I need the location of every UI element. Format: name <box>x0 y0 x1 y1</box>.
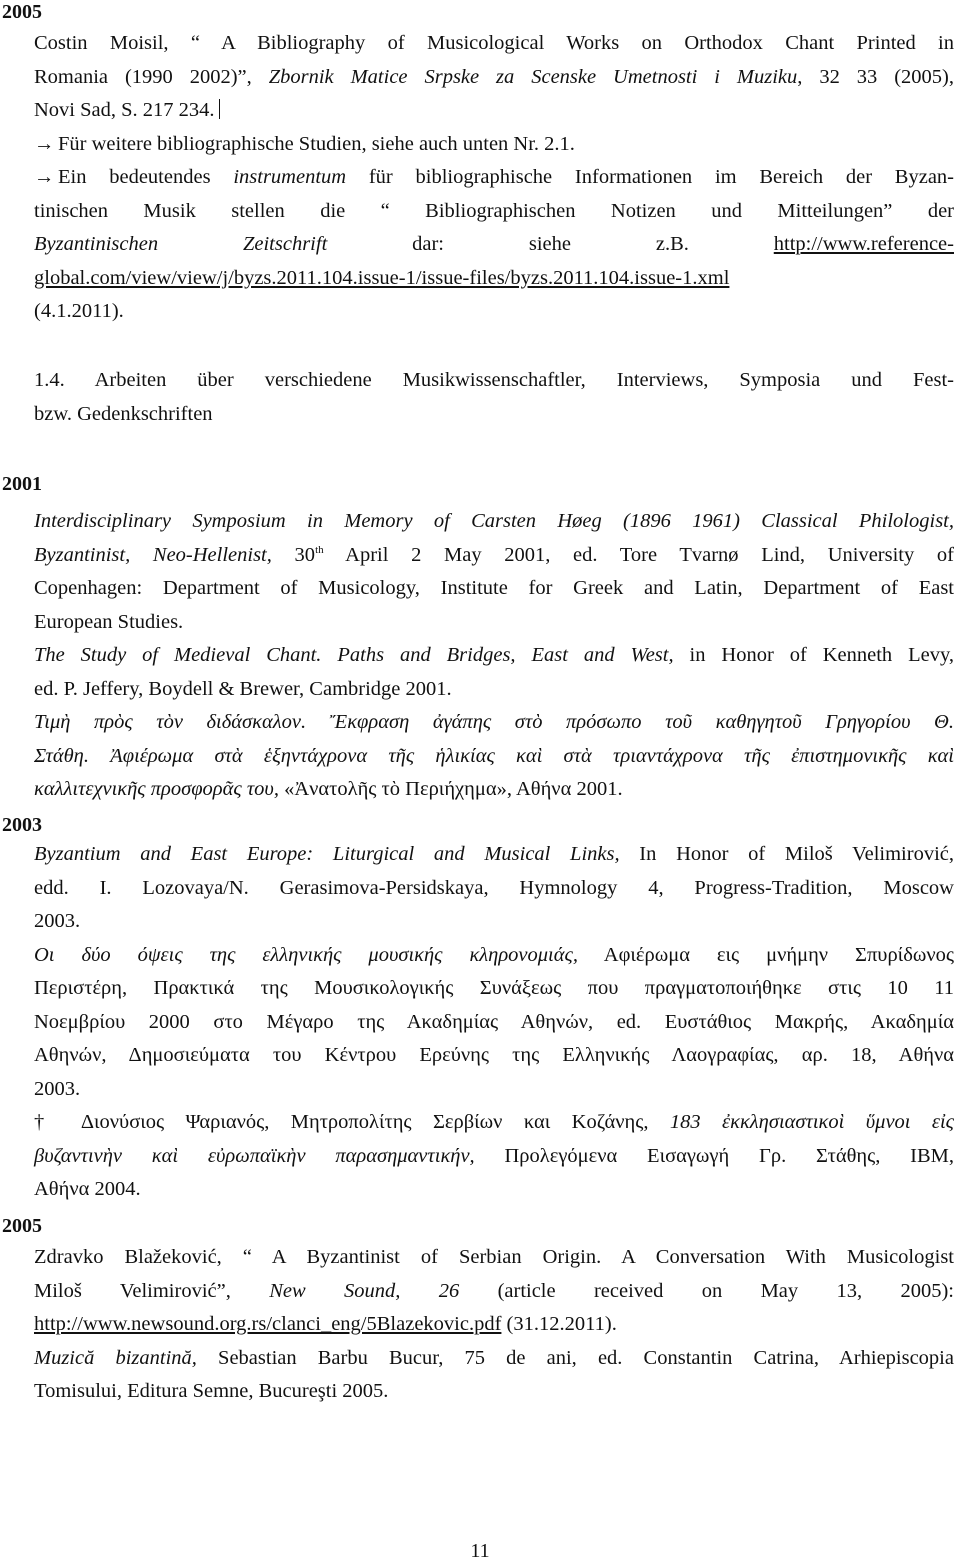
page-number: 11 <box>470 1540 490 1562</box>
year-heading: 2001 <box>2 473 42 495</box>
text: 30 <box>271 543 316 566</box>
text: in Honor of Kenneth Levy, <box>673 644 954 666</box>
entry-line <box>34 706 954 740</box>
text: Novi Sad, S. 217 234. <box>34 99 215 121</box>
reference-global-link[interactable]: http://www.reference- <box>773 233 954 255</box>
entry-line: edd. I. Lozovaya/N. Gerasimova-Persidskaya, Hymnology 4, Progress-Tradition, Moscow <box>34 876 954 899</box>
entry-line: Περιστέρη, Πρακτικά της Μουσικολογικής Συνάξεως που πραγματοποιήθηκε στις 10 11 <box>34 977 954 999</box>
reference-global-link-cont[interactable]: global.com/view/view/j/byzs.2011.104.issue-1/issue-files/byzs.2011.104.issue-1.xml <box>34 266 730 289</box>
title: καλλιτεχνικῆς προσφορᾶς του, <box>34 778 279 800</box>
title: Interdisciplinary Symposium in Memory of Carsten Høeg (1896 1961) Classical Philologist, <box>34 510 954 532</box>
title: Ἀφιέρωμα στὰ ἑξηντάχρονα τῆς ἡλικίας καὶ στὰ τριαντάχρονα τῆς ἐπιστημονικῆς καὶ <box>88 744 954 767</box>
entry-line: tinischen Musik stellen die “ Bibliographischen Notizen und Mitteilungen” der <box>34 199 954 222</box>
entry-line: Tomisului, Editura Semne, Bucureşti 2005. <box>34 1380 389 1402</box>
superscript: th <box>315 543 324 556</box>
text: Sebastian Barbu Bucur, 75 de ani, ed. Constantin Catrina, Arhiepiscopia <box>196 1346 954 1369</box>
title: 183 ἐκκλησιαστικοὶ ὕμνοι εἰς <box>648 1111 954 1133</box>
entry-line <box>34 773 954 807</box>
journal-title: Byzantinischen Zeitschrift <box>34 233 328 255</box>
text: dar: siehe z.B. <box>327 233 774 255</box>
title: Τιμὴ πρὸς τὸν διδάσκαλον. Ἔκφραση ἀγάπης στὸ πρόσωπο τοῦ καθηγητοῦ Γρηγορίου Θ. <box>34 711 954 733</box>
section-line: 1.4. Arbeiten über verschiedene Musikwissenschaftler, Interviews, Symposia und Fest- <box>34 369 954 391</box>
entry-line <box>34 505 954 539</box>
text: für bibliographische Informationen im Bereich der Byzan- <box>346 166 954 188</box>
entry-moisil <box>34 27 954 329</box>
title: Muzică bizantină, <box>34 1346 197 1369</box>
arrow-right-icon: → <box>34 132 55 155</box>
entry-velimirovic <box>34 838 954 1207</box>
entry-line <box>34 94 954 128</box>
year-heading: 2003 <box>2 814 42 836</box>
arrow-right-icon: → <box>34 166 55 188</box>
text: (article received on May 13, 2005): <box>459 1279 954 1302</box>
entry-line <box>34 1342 954 1376</box>
title: Byzantinist, Neo-Hellenist, <box>34 543 272 566</box>
entry-line: European Studies. <box>34 610 184 633</box>
entry-line: Costin Moisil, “ A Bibliography of Musicological Works on Orthodox Chant Printed in <box>34 32 954 54</box>
journal-title: Zbornik Matice Srpske za Scenske Umetnosti i Muziku <box>268 65 798 88</box>
title: Οι δύο όψεις της ελληνικής μουσικής κληρονομιάς, <box>34 943 578 966</box>
section-line: bzw. Gedenkschriften <box>34 402 213 425</box>
entry-line: ed. P. Jeffery, Boydell & Brewer, Cambridge 2001. <box>34 677 452 700</box>
title: Byzantium and East Europe: Liturgical and Musical Links, <box>34 843 620 865</box>
title: The Study of Medieval Chant. Paths and Bridges, East and West, <box>34 644 674 666</box>
text: Προλεγόμενα Εισαγωγή Γρ. Στάθης, ΙΒΜ, <box>474 1144 955 1167</box>
entry-line <box>34 740 954 774</box>
entry-line: (4.1.2011). <box>34 300 124 322</box>
entry-line <box>34 228 954 262</box>
entry-hoeg <box>34 505 954 807</box>
cross-reference <box>34 128 954 162</box>
year-heading: 2005 <box>2 1215 42 1237</box>
entry-line: Νοεμβρίου 2000 στο Μέγαρο της Ακαδημίας Αθηνών, ed. Ευστάθιος Μακρής, Ακαδημία <box>34 1010 954 1033</box>
entry-line: Αθηνών, Δημοσιεύματα του Κέντρου Ερεύνης της Ελληνικής Λαογραφίας, αρ. 18, Αθήνα <box>34 1044 954 1066</box>
text: Miloš Velimirović”, <box>34 1279 270 1302</box>
section-heading <box>34 364 954 431</box>
text-cursor <box>219 99 220 119</box>
text: † Διονύσιος Ψαριανός, Μητροπολίτης Σερβίων και Κοζάνης, <box>34 1111 649 1133</box>
entry-line <box>34 61 954 95</box>
entry-line <box>34 1275 954 1309</box>
entry-line: Copenhagen: Department of Musicology, Institute for Greek and Latin, Department of East <box>34 577 954 599</box>
entry-line: Zdravko Blažeković, “ A Byzantinist of Serbian Origin. A Conversation With Musicologist <box>34 1246 954 1268</box>
entry-blazekovic <box>34 1241 954 1409</box>
text: , 32 33 (2005), <box>797 65 955 88</box>
text: April 2 May 2001, ed. Tore Tvarnø Lind, University of <box>323 543 954 566</box>
text: «Ἀνατολῆς τὸ Περιήχημα», Αθήνα 2001. <box>278 778 623 800</box>
entry-line: Αθήνα 2004. <box>34 1178 141 1200</box>
entry-line <box>34 539 954 573</box>
entry-line: 2003. <box>34 910 81 932</box>
entry-line <box>34 161 954 195</box>
text: Αφιέρωμα εις μνήμην Σπυρίδωνος <box>577 943 954 966</box>
text: (31.12.2011). <box>501 1313 617 1335</box>
journal-title: New Sound, 26 <box>269 1279 460 1302</box>
year-heading: 2005 <box>2 1 42 23</box>
entry-line <box>34 1106 954 1140</box>
title: Στάθη. <box>34 744 89 767</box>
text: Ein bedeutendes <box>58 166 234 188</box>
text: In Honor of Miloš Velimirović, <box>619 843 954 865</box>
italic-term: instrumentum <box>233 166 347 188</box>
entry-line <box>34 939 954 973</box>
title: βυζαντινὴν καὶ εὐρωπαϊκὴν παρασημαντικήν, <box>34 1144 475 1167</box>
entry-line <box>34 1140 954 1174</box>
text: Für weitere bibliographische Studien, siehe auch unten Nr. 2.1. <box>58 132 575 155</box>
entry-line <box>34 1308 954 1342</box>
entry-line <box>34 262 954 296</box>
entry-line: 2003. <box>34 1077 81 1100</box>
entry-line <box>34 838 954 872</box>
newsound-link[interactable]: http://www.newsound.org.rs/clanci_eng/5Blazekovic.pdf <box>34 1313 502 1335</box>
text: Romania (1990 2002)”, <box>34 65 269 88</box>
entry-line <box>34 639 954 673</box>
